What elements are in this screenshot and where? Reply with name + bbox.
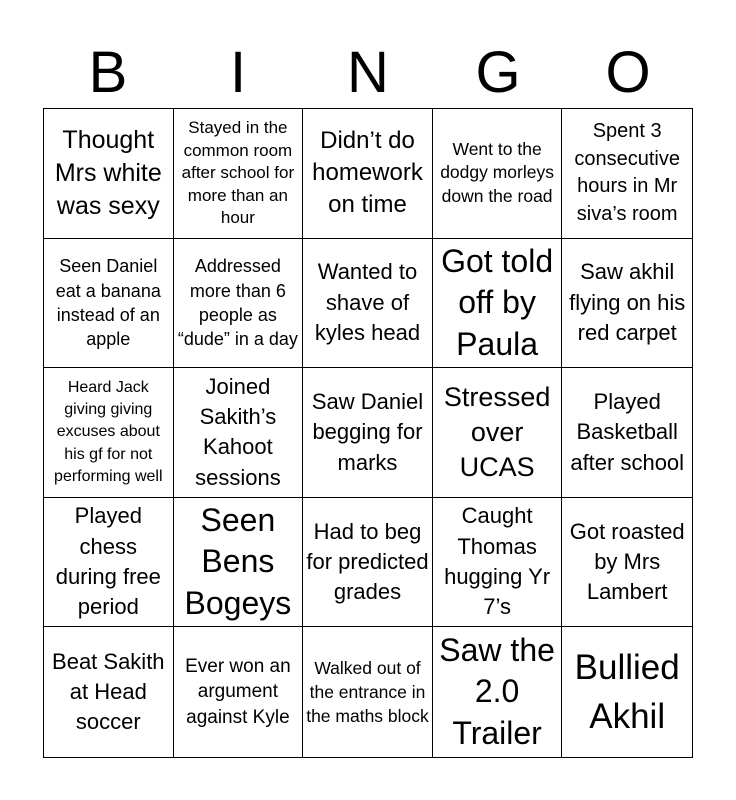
bingo-cell — [433, 368, 563, 498]
bingo-header — [43, 38, 693, 108]
bingo-cell — [303, 498, 433, 628]
bingo-cell — [303, 368, 433, 498]
cell-text: Joined Sakith’s Kahoot sessions — [195, 373, 281, 490]
cell-text: Saw akhil flying on his red carpet — [569, 259, 686, 346]
cell-text: Seen Bens Bogeys — [184, 501, 292, 621]
bingo-cell — [562, 109, 692, 239]
cell-text: Played Basketball after school — [570, 388, 685, 475]
cell-text: Wanted to shave of kyles head — [314, 259, 421, 346]
bingo-cell — [174, 627, 304, 757]
cell-text: Got roasted by Mrs Lambert — [569, 518, 685, 605]
cell-text: Walked out of the entrance in the maths block — [306, 657, 429, 727]
bingo-cell — [174, 498, 304, 628]
bingo-cell — [303, 239, 433, 369]
cell-text: Stressed over UCAS — [443, 381, 551, 483]
bingo-cell — [433, 498, 563, 628]
cell-text: Went to the dodgy morleys down the road — [440, 138, 554, 207]
cell-text: Bullied Akhil — [574, 648, 680, 737]
bingo-grid — [43, 108, 693, 758]
cell-text: Seen Daniel eat a banana instead of an apple — [55, 256, 161, 350]
cell-text: Played chess during free period — [55, 503, 161, 620]
bingo-cell — [562, 498, 692, 628]
bingo-cell — [44, 239, 174, 369]
header-letter-o: O — [605, 40, 651, 105]
cell-text: Ever won an argument against Kyle — [185, 655, 291, 729]
bingo-cell — [562, 627, 692, 757]
bingo-cell — [303, 109, 433, 239]
bingo-cell — [174, 239, 304, 369]
cell-text: Thought Mrs white was sexy — [54, 125, 162, 220]
cell-text: Stayed in the common room after school for more than an hour — [181, 118, 295, 227]
bingo-cell — [44, 627, 174, 757]
bingo-cell — [562, 239, 692, 369]
cell-text: Spent 3 consecutive hours in Mr siva’s room — [574, 120, 680, 225]
bingo-cell — [44, 109, 174, 239]
bingo-cell — [174, 109, 304, 239]
cell-text: Got told off by Paula — [441, 242, 554, 362]
bingo-cell — [44, 498, 174, 628]
bingo-cell — [303, 627, 433, 757]
cell-text: Had to beg for predicted grades — [306, 518, 429, 605]
bingo-cell — [433, 627, 563, 757]
cell-text: Heard Jack giving giving excuses about his gf for not performing well — [54, 379, 163, 485]
cell-text: Saw the 2.0 Trailer — [439, 631, 555, 751]
header-letter-n: N — [347, 40, 389, 105]
header-letter-i: I — [229, 40, 247, 105]
cell-text: Didn’t do homework on time — [312, 126, 423, 219]
bingo-cell — [174, 368, 304, 498]
bingo-cell — [562, 368, 692, 498]
cell-text: Addressed more than 6 people as “dude” in a day — [177, 256, 298, 350]
bingo-cell — [433, 109, 563, 239]
cell-text: Caught Thomas hugging Yr 7’s — [444, 503, 551, 620]
cell-text: Saw Daniel begging for marks — [311, 388, 424, 475]
bingo-cell — [44, 368, 174, 498]
cell-text: Beat Sakith at Head soccer — [52, 648, 165, 735]
header-letter-g: G — [475, 40, 521, 105]
bingo-cell — [433, 239, 563, 369]
header-letter-b: B — [88, 40, 128, 105]
